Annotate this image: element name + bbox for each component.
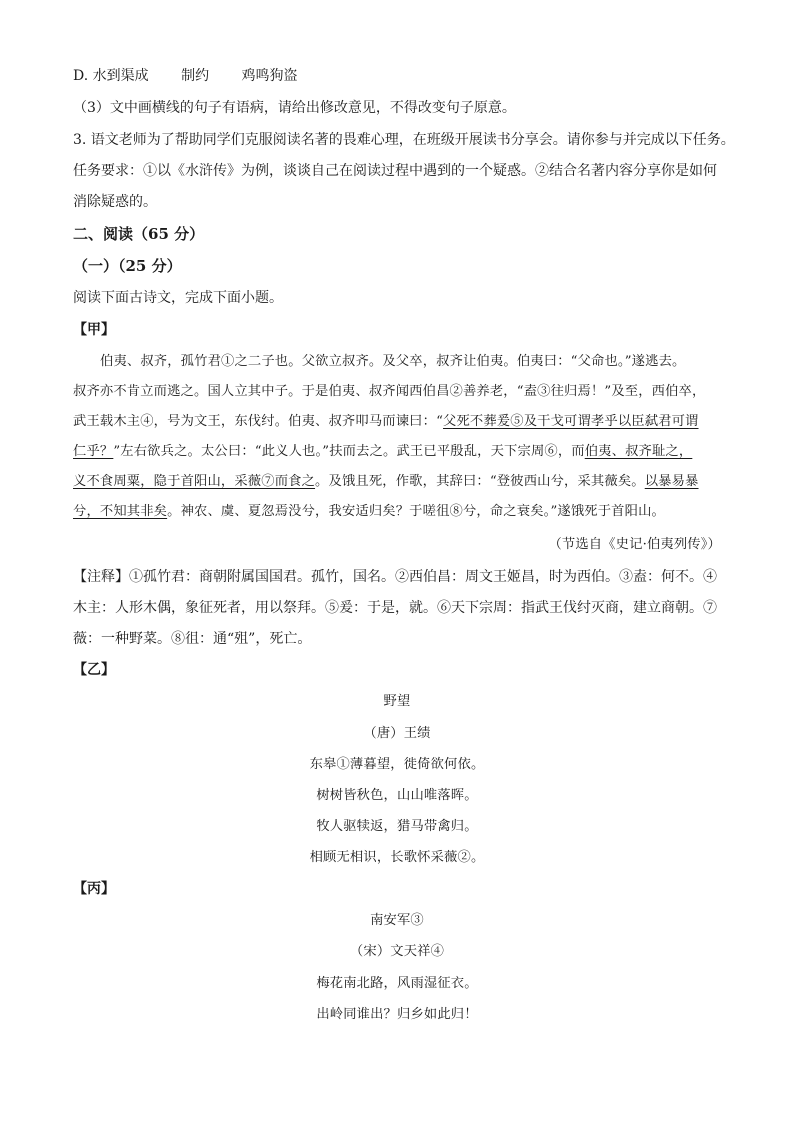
bing-poem-line: 梅花南北路，风雨湿征衣。 bbox=[316, 976, 478, 991]
jia-line3-text: 武王载木主④，号为文王，东伐纣。伯夷、叔齐叩马而谏曰：“ bbox=[73, 414, 444, 429]
section2-title: 二、阅读（65 分） bbox=[73, 225, 205, 243]
q3-line1: 3. 语文老师为了帮助同学们克服阅读名著的畏难心理，在班级开展读书分享会。请你参与并完成以下任务。 bbox=[73, 132, 735, 148]
notes-line2: 木主：人形木偶，象征死者，用以祭拜。⑤爰：于是，就。⑥天下宗周：指武王伐纣灭商，建立商朝。⑦ bbox=[73, 600, 717, 616]
notes-line1: 【注释】①孤竹君：商朝附属国国君。孤竹，国名。②西伯昌：周文王姬昌，时为西伯。③盍：何不。④ bbox=[73, 569, 717, 585]
jia-line1: 伯夷、叔齐，孤竹君①之二子也。父欲立叔齐。及父卒，叔齐让伯夷。伯夷曰：“父命也。”遂逃去。 bbox=[100, 354, 686, 369]
yi-label: 【乙】 bbox=[73, 662, 115, 678]
jia-line4-text: ”左右欲兵之。太公曰：“此义人也。”扶而去之。武王已平殷乱，天下宗周⑥，而 bbox=[113, 444, 585, 459]
jia-line5-underlined: 义不食周粟，隐于首阳山，采薇⑦而食之 bbox=[73, 474, 316, 489]
yi-title: 野望 bbox=[383, 694, 411, 709]
part1-instruction: 阅读下面古诗文，完成下面小题。 bbox=[73, 290, 283, 306]
jia-line6-underlined: 兮，不知其非矣 bbox=[73, 504, 168, 519]
notes-line3: 薇：一种野菜。⑧徂：通“殂”，死亡。 bbox=[73, 631, 312, 647]
option-d-word2: 制约 bbox=[181, 68, 210, 84]
jia-line4-underlined: 仁乎？ bbox=[73, 444, 114, 459]
bing-title: 南安军③ bbox=[370, 913, 424, 928]
yi-poem-line: 树树皆秋色，山山唯落晖。 bbox=[316, 788, 478, 803]
jia-line5 bbox=[73, 474, 699, 490]
part1-title: （一）（25 分） bbox=[73, 257, 182, 275]
q2-sub3: （3）文中画横线的句子有语病，请给出修改意见，不得改变句子原意。 bbox=[73, 100, 516, 116]
jia-line4-underlined2: 伯夷、叔齐耻之， bbox=[584, 444, 693, 459]
yi-author: （唐）王绩 bbox=[363, 726, 431, 741]
jia-line4 bbox=[73, 444, 692, 460]
bing-poem-line: 出岭同谁出？归乡如此归！ bbox=[316, 1007, 478, 1022]
jia-line3-underlined: 父死不葬爰⑤及干戈可谓孝乎以臣弑君可谓 bbox=[443, 414, 699, 429]
q2-option-d bbox=[73, 68, 298, 84]
jia-line6 bbox=[73, 504, 665, 520]
jia-line5-text: 。及饿且死，作歌，其辞曰：“登彼西山兮，采其薇矣。 bbox=[315, 474, 645, 489]
bing-label: 【丙】 bbox=[73, 881, 115, 897]
jia-line6-text: 。神农、虞、夏忽焉没兮，我安适归矣？于嗟徂⑧兮，命之衰矣。”遂饿死于首阳山。 bbox=[167, 504, 665, 519]
q3-line3: 消除疑惑的。 bbox=[73, 194, 157, 210]
bing-author: （宋）文天祥④ bbox=[349, 944, 445, 959]
jia-line5-underlined2: 以暴易暴 bbox=[644, 474, 699, 489]
jia-label: 【甲】 bbox=[73, 322, 115, 338]
q3-line2: 任务要求：①以《水浒传》为例，谈谈自己在阅读过程中遇到的一个疑惑。②结合名著内容分享你是如何 bbox=[73, 163, 717, 179]
option-d-label: D. 水到渠成 bbox=[73, 68, 149, 84]
option-d-word3: 鸡鸣狗盗 bbox=[241, 68, 298, 84]
yi-poem-line: 相顾无相识，长歌怀采薇②。 bbox=[309, 850, 485, 865]
yi-poem-line: 东皋①薄暮望，徙倚欲何依。 bbox=[309, 757, 485, 772]
jia-source: （节选自《史记·伯夷列传》） bbox=[548, 537, 721, 552]
jia-line2: 叔齐亦不肯立而逃之。国人立其中子。于是伯夷、叔齐闻西伯昌②善养老，“盍③往归焉！”及至，西伯卒， bbox=[73, 384, 706, 399]
jia-line3 bbox=[73, 414, 699, 430]
yi-poem-line: 牧人驱犊返，猎马带禽归。 bbox=[316, 819, 478, 834]
